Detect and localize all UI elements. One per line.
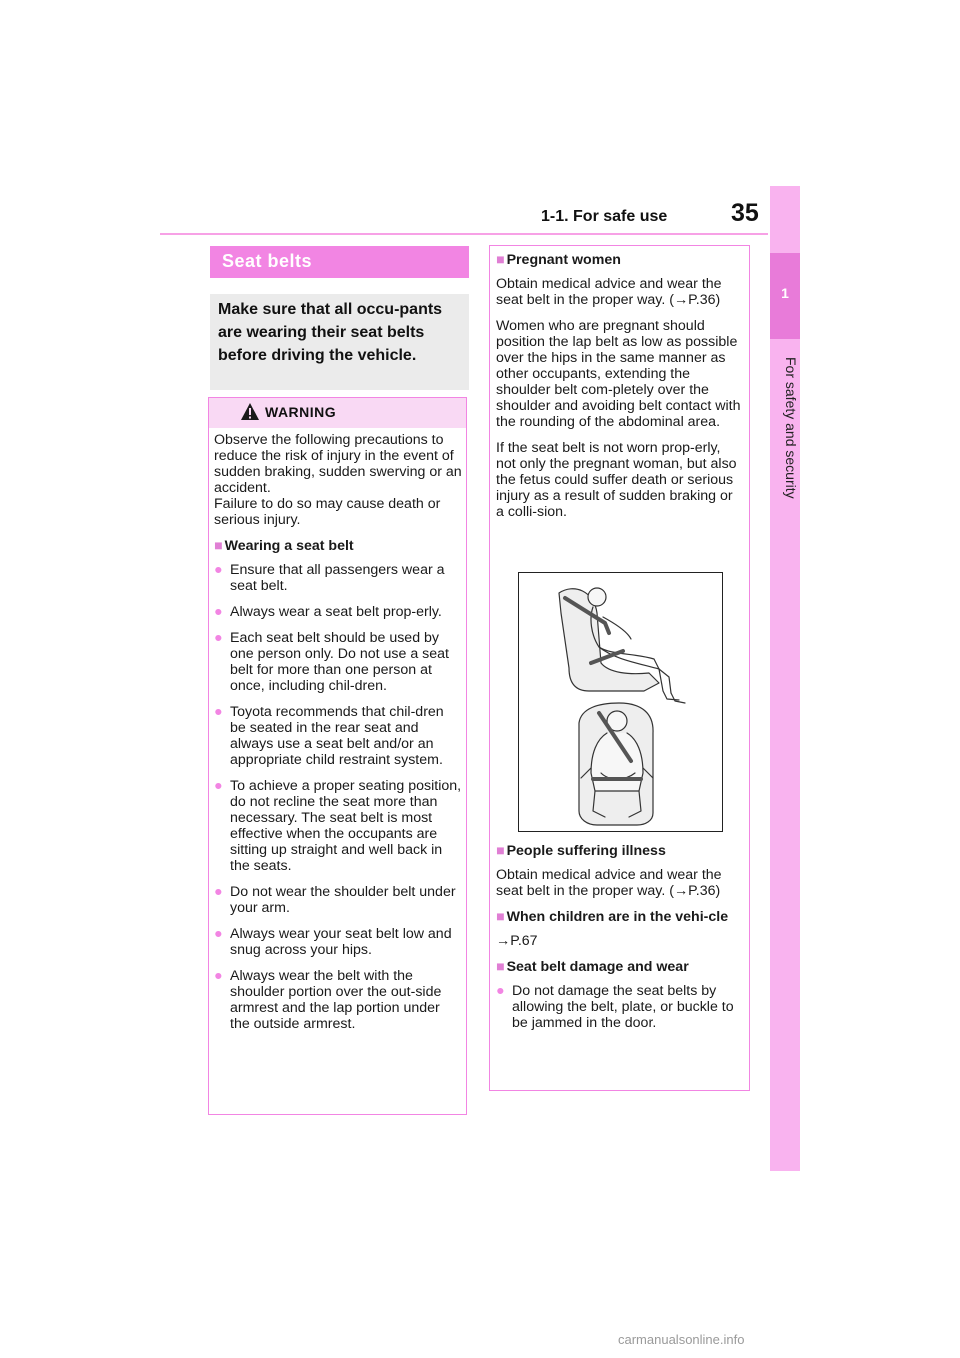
warning-bullet: ● Toyota recommends that chil-dren be seated in the rear seat and always use a seat belt and/or an appropriate child restraint system. [214,704,462,768]
intro-text: Make sure that all occu-pants are wearing their seat belts before driving the vehicle. [218,301,443,364]
warning-bullet: ● Always wear a seat belt prop-erly. [214,604,462,620]
warning-content [214,432,462,1042]
warning-bullet: ● Always wear your seat belt low and snug across your hips. [214,926,462,958]
pregnant-heading: ■ Pregnant women [496,252,744,268]
warning-bullet: ● Ensure that all passengers wear a seat belt. [214,562,462,594]
children-link[interactable]: →P.67 [496,933,538,949]
lower-sections [496,843,744,1041]
damage-bullet: ● Do not damage the seat belts by allowing the belt, plate, or buckle to be jammed in the door. [496,983,744,1031]
chapter-title: For safety and security [783,357,799,499]
warning-triangle-icon [240,402,260,422]
pregnant-paragraph: Obtain medical advice and wear the seat belt in the proper way. (→P.36) [496,276,722,308]
damage-heading: ■ Seat belt damage and wear [496,959,744,975]
pregnant-paragraph: Women who are pregnant should position the lap belt as low as possible over the hips in the same manner as other occupants, extending the shoulder belt com-pletely over the shoulder and avoiding belt contact with the rounding of the abdominal area. [496,318,741,430]
warning-title: WARNING [265,404,337,420]
footer-watermark[interactable]: carmanualsonline.info [618,1332,745,1347]
section-title: Seat belts [222,251,313,271]
warning-intro-2: Failure to do so may cause death or serious injury. [214,496,441,528]
pregnant-seatbelt-drawing [519,573,722,831]
header-rule [160,233,768,235]
pregnant-section [496,252,744,530]
pregnant-seatbelt-illustration [518,572,723,832]
warning-bullet: ● To achieve a proper seating position, do not recline the seat more than necessary. The seat belt is most effective when the occupants are sitting up straight and well back in the seats. [214,778,462,874]
illness-paragraph: Obtain medical advice and wear the seat belt in the proper way. (→P.36) [496,867,722,899]
section-label: 1-1. For safe use [541,208,668,225]
pregnant-paragraph: If the seat belt is not worn prop-erly, not only the pregnant woman, but also the fetus could suffer death or serious injury as a result of sudden braking or a colli-sion. [496,440,737,520]
chapter-number: 1 [781,285,789,301]
illness-heading: ■ People suffering illness [496,843,744,859]
warning-bullet: ● Do not wear the shoulder belt under your arm. [214,884,462,916]
warning-bullet: ● Each seat belt should be used by one person only. Do not use a seat belt for more than one person at once, including chil-dren. [214,630,462,694]
children-heading: ■ When children are in the vehi-cle [496,909,744,925]
warning-bullet: ● Always wear the belt with the shoulder portion over the out-side armrest and the lap portion under the outside armrest. [214,968,462,1032]
warning-heading: ■ Wearing a seat belt [214,538,462,554]
warning-intro: Observe the following precautions to reduce the risk of injury in the event of sudden braking, sudden swerving or an accident. [214,432,462,496]
page-number: 35 [731,199,759,227]
